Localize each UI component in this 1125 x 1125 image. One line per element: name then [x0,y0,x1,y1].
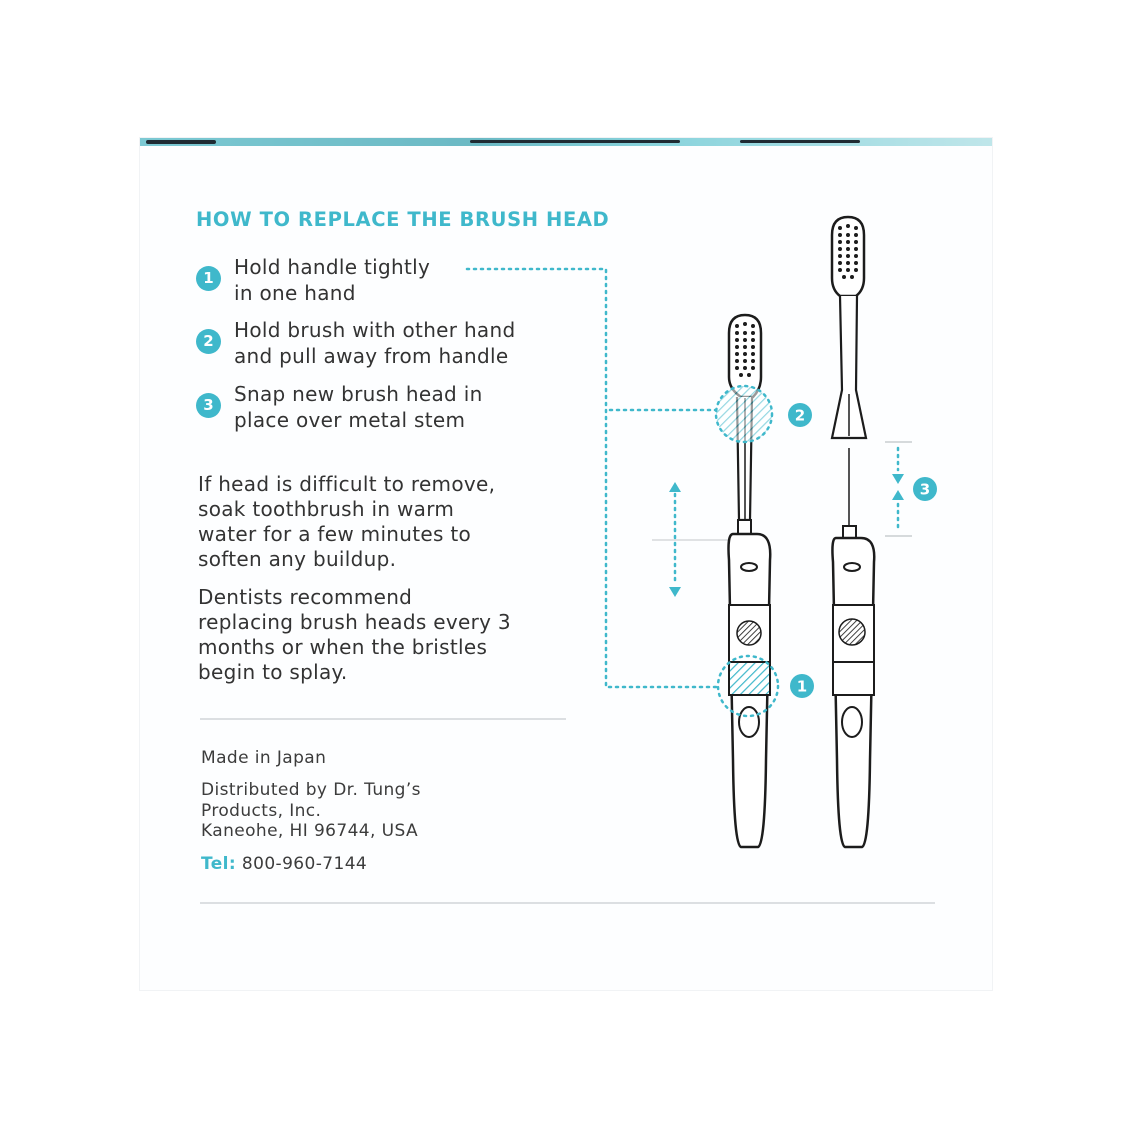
step-text-3: Snap new brush head in place over metal stem [234,382,483,432]
phone-number: 800-960-7144 [241,854,368,874]
callout-3-label: 3 [919,480,931,499]
toothbrush-separated-icon [832,217,874,847]
callout-3-badge [913,477,937,501]
soak-tip: If head is difficult to remove, soak toothbrush in warm water for a few minutes to soften any buildup. [198,472,496,571]
distributor-text: Distributed by Dr. Tung’s Products, Inc. Kaneohe, HI 96744, USA [201,780,421,841]
instructions-title: HOW TO REPLACE THE BRUSH HEAD [196,208,610,231]
step-number-2: 2 [196,329,221,354]
origin-text: Made in Japan [201,748,327,768]
step-text-1: Hold handle tightly in one hand [234,255,431,305]
leader-lines [467,269,720,687]
highlight-neck-icon [716,386,772,442]
callout-2-badge [788,403,812,427]
replacement-recommendation: Dentists recommend replacing brush heads every 3 months or when the bristles begin to splay. [198,585,511,684]
callout-2-label: 2 [794,406,806,425]
phone-label: Tel: [201,854,237,874]
step-number-3: 3 [196,393,221,418]
snap-arrow-icon [885,442,912,536]
step-number-1: 1 [196,266,221,291]
callout-1-label: 1 [796,677,808,696]
callout-1-badge [790,674,814,698]
step-text-2: Hold brush with other hand and pull away from handle [234,318,516,368]
